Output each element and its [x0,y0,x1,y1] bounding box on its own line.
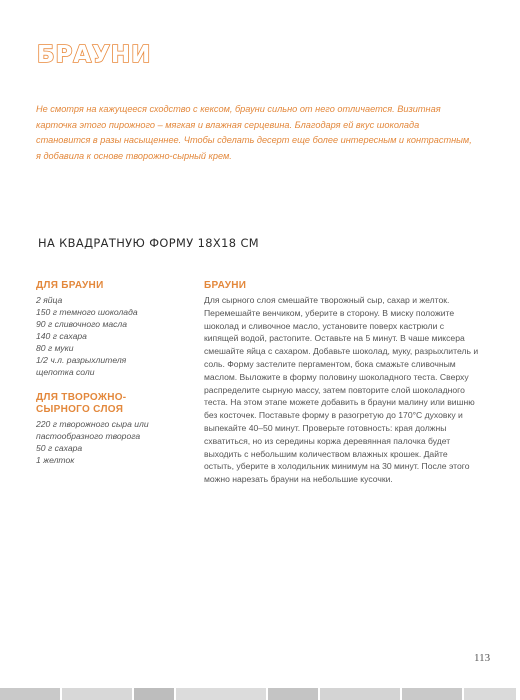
ingredient-item: щепотка соли [36,367,95,377]
bottom-edge-strip [0,688,520,700]
ingredient-item: 150 г темного шоколада [36,307,138,317]
ingredient-item: 90 г сливочного масла [36,319,128,329]
strip-segment [268,688,318,700]
ingredient-item: 50 г сахара [36,443,83,453]
ingredient-item: 2 яйца [36,295,63,305]
cheese-ingredients-section [36,392,171,466]
cheese-ingredients-heading: ДЛЯ ТВОРОЖНО-СЫРНОГО СЛОЯ [36,392,127,415]
strip-segment [0,688,60,700]
ingredient-item: 220 г творожного сыра или пастообразного творога [36,419,149,441]
brownie-ingredients-section [36,280,171,378]
brownie-ingredients-list [36,294,171,378]
brownie-ingredients-heading: ДЛЯ БРАУНИ [36,280,104,291]
strip-segment [464,688,516,700]
ingredients-column [36,280,171,466]
strip-segment [402,688,462,700]
strip-segment [320,688,400,700]
method-text: Для сырного слоя смешайте творожный сыр, сахар и желток. Перемешайте венчиком, уберите в сторону. В миску положите шоколад и сливочное масло, установите поверх кастрюли с кипящей водой, растопите. Оставьте на 5 минут. В чаше миксера смешайте яйца с сахаром. Добавьте шоколад, муку, разрыхлитель и соль. Форму застелите пергаментом, бока смажьте сливочным маслом. Выложите в форму половину шоколадного теста. Сверху распределите сырную массу, затем повторите слой шоколадного теста. На этом этапе можете добавить в брауни малину или вишню без косточек. Поставьте форму в разогретую до 170°С духовку и выпекайте 40–50 минут. Проверьте готовность: края должны схватиться, но из середины коржа деревянная палочка будет выходить с небольшим количеством влажных крошек. Дайте остыть, уберите в холодильник минимум на 30 минут. После этого можно нарезать брауни на небольшие кусочки. [204,295,479,485]
page-number: 113 [474,652,491,664]
ingredient-item: 1/2 ч.л. разрыхлителя [36,355,127,365]
strip-segment [176,688,266,700]
intro-paragraph: Не смотря на кажущееся сходство с кексом, брауни сильно от него отличается. Визитная карточка этого пирожного – мягкая и влажная серцевина. Благодаря ей вкус шоколада становится в разы насыщеннее. Чтобы сделать десерт еще более интересным и контрастным, я добавила к основе творожно-сырный крем. [36,104,472,162]
pan-size-subtitle: НА КВАДРАТНУЮ ФОРМУ 18Х18 СМ [38,236,260,250]
method-column [204,280,479,486]
cheese-ingredients-list [36,418,171,466]
ingredient-item: 1 желток [36,455,75,465]
ingredient-item: 80 г муки [36,343,74,353]
ingredient-item: 140 г сахара [36,331,87,341]
method-heading: БРАУНИ [204,280,247,291]
strip-segment [62,688,132,700]
page-title: БРАУНИ [37,42,152,68]
strip-segment [134,688,174,700]
